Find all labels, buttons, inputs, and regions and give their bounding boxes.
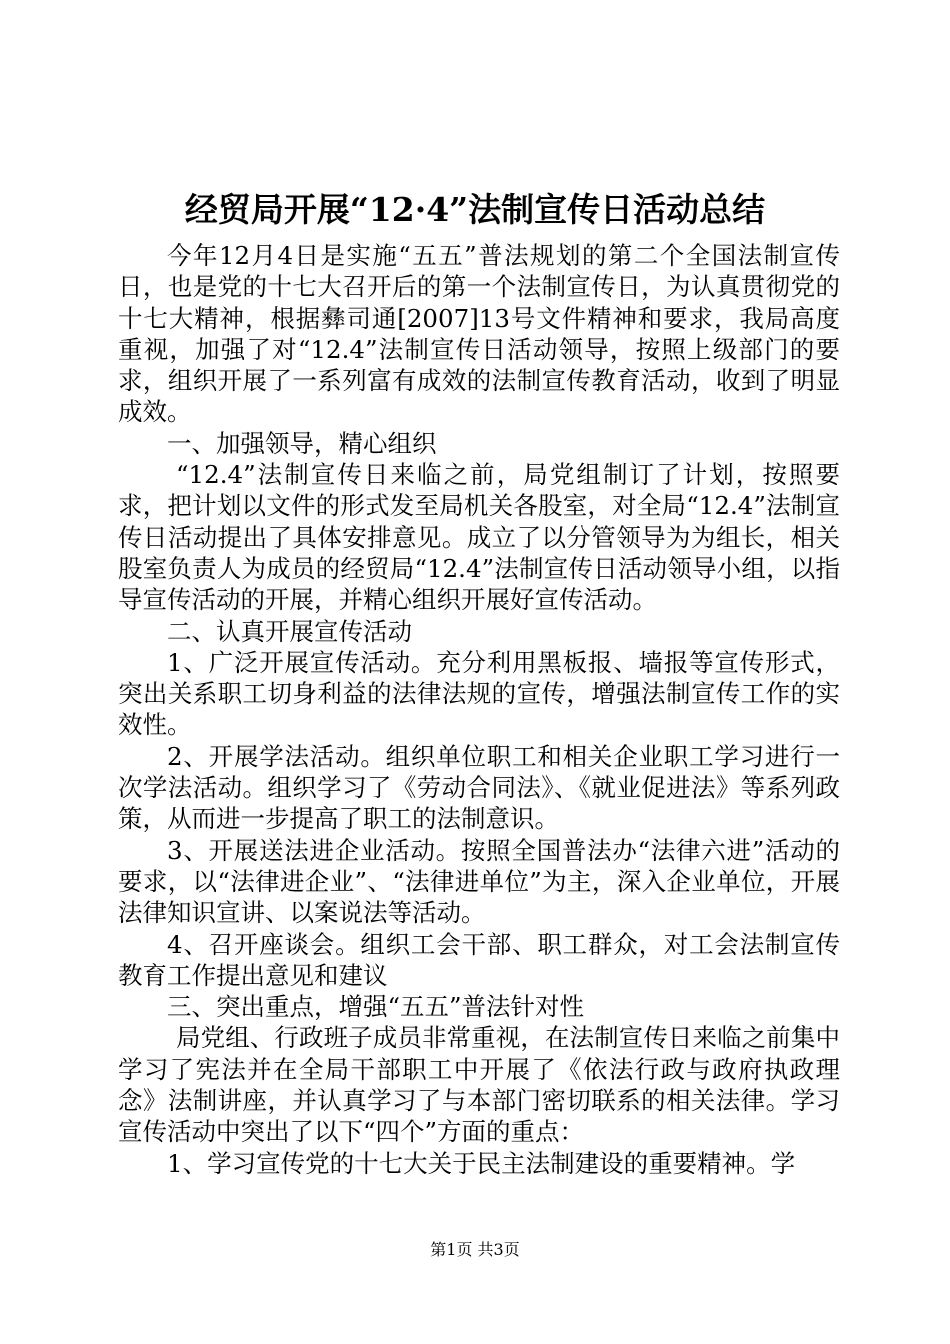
paragraph-section-1: “12.4”法制宣传日来临之前，局党组制订了计划，按照要求，把计划以文件的形式发至局机关各股室，对全局“12.4”法制宣传日活动提出了具体安排意见。成立了以分管领导为为组长，相关股室负责人为成员的经贸局“12.4”法制宣传日活动领导小组，以指导宣传活动的开展，并精心组织开展好宣传活动。	[118, 460, 840, 615]
section-heading-1: 一、加强领导，精心组织	[167, 428, 437, 458]
page-footer: 第1页 共3页	[430, 1240, 520, 1259]
section-heading-3: 三、突出重点，增强“五五”普法针对性	[167, 992, 585, 1022]
paragraph-item-4: 4、召开座谈会。组织工会干部、职工群众，对工会法制宣传教育工作提出意见和建议	[118, 929, 840, 990]
document-body	[118, 240, 840, 1179]
paragraph-item-5: 1、学习宣传党的十七大关于民主法制建设的重要精神。学	[167, 1148, 796, 1178]
paragraph-section-3: 局党组、行政班子成员非常重视，在法制宣传日来临之前集中学习了宪法并在全局干部职工中开展了《依法行政与政府执政理念》法制讲座，并认真学习了与本部门密切联系的相关法律。学习宣传活动中突出了以下“四个”方面的重点：	[118, 1023, 840, 1147]
paragraph-item-3: 3、开展送法进企业活动。按照全国普法办“法律六进”活动的要求，以“法律进企业”、“法律进单位”为主，深入企业单位，开展法律知识宣讲、以案说法等活动。	[118, 835, 840, 928]
paragraph-intro: 今年12月4日是实施“五五”普法规划的第二个全国法制宣传日，也是党的十七大召开后的第一个法制宣传日，为认真贯彻党的十七大精神，根据彝司通[2007]13号文件精神和要求，我局高度重视，加强了对“12.4”法制宣传日活动领导，按照上级部门的要求，组织开展了一系列富有成效的法制宣传教育活动，收到了明显成效。	[118, 241, 840, 427]
section-heading-2: 二、认真开展宣传活动	[167, 616, 412, 646]
paragraph-item-2: 2、开展学法活动。组织单位职工和相关企业职工学习进行一次学法活动。组织学习了《劳动合同法》、《就业促进法》等系列政策，从而进一步提高了职工的法制意识。	[118, 741, 840, 834]
document-title: 经贸局开展“12·4”法制宣传日活动总结	[184, 190, 766, 229]
paragraph-item-1: 1、广泛开展宣传活动。充分利用黑板报、墙报等宣传形式，突出关系职工切身利益的法律法规的宣传，增强法制宣传工作的实效性。	[118, 647, 840, 740]
